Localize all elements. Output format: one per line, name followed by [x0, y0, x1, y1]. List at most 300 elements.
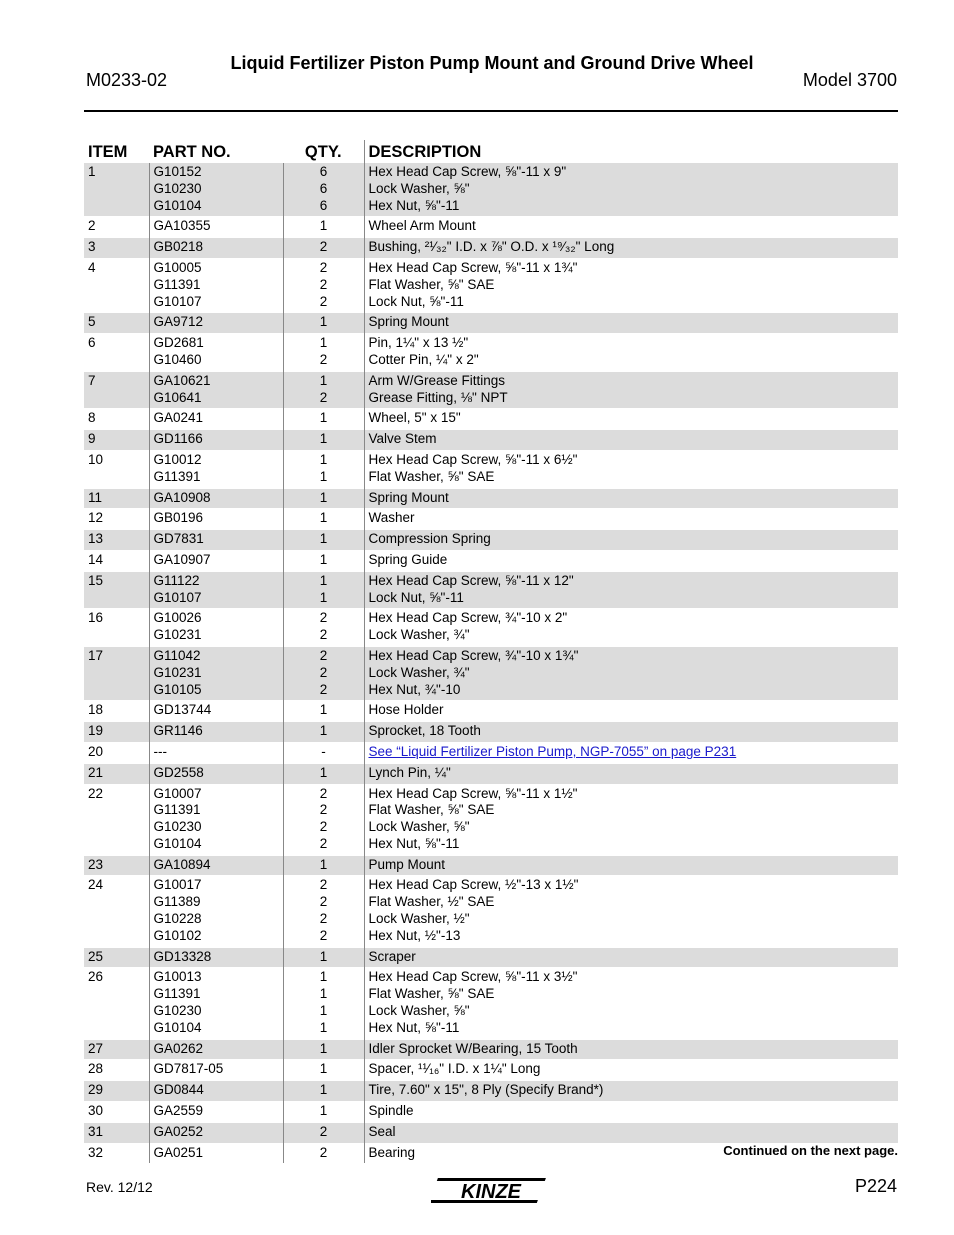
description-line: Spring Mount [368, 314, 449, 330]
part-number-line: GA2559 [153, 1103, 204, 1119]
item-number: 30 [84, 1102, 149, 1123]
table-row [84, 947, 898, 968]
part-number [149, 968, 283, 1039]
part-number [149, 509, 283, 530]
quantity [283, 409, 364, 430]
part-number-line: G10152 [153, 164, 202, 179]
table-row [84, 701, 898, 722]
item-number: 21 [84, 763, 149, 784]
part-number-line: GA10908 [153, 489, 211, 505]
description [364, 238, 898, 259]
table-row [84, 550, 898, 571]
table-row [84, 371, 898, 409]
item-number: 22 [84, 784, 149, 855]
quantity-line: 2 [319, 819, 328, 835]
part-number-line: G11391 [153, 468, 201, 484]
quantity-line: 1 [319, 1082, 328, 1098]
description-line: Hex Head Cap Screw, ¾"-10 x 1¾" [368, 647, 579, 663]
description [364, 876, 898, 947]
description-line: Hex Head Cap Screw, ⅝"-11 x 6½" [368, 451, 578, 467]
description-line: Lynch Pin, ¼" [368, 764, 451, 780]
quantity [283, 1102, 364, 1123]
item-number: 27 [84, 1039, 149, 1060]
description-line: Flat Washer, ⅝" SAE [368, 468, 495, 484]
description [364, 334, 898, 372]
quantity [283, 784, 364, 855]
description-line: Hex Head Cap Screw, ⅝"-11 x 3½" [368, 969, 578, 985]
description-line: Hex Nut, ¾"-10 [368, 681, 461, 697]
quantity [283, 701, 364, 722]
part-number-line: G10007 [153, 785, 202, 801]
description [364, 855, 898, 876]
part-number-line: G10105 [153, 681, 202, 697]
description [364, 371, 898, 409]
part-number-line: G10013 [153, 969, 202, 985]
part-number [149, 571, 283, 609]
part-number-line: --- [153, 743, 167, 759]
quantity [283, 571, 364, 609]
part-number-line: GD0844 [153, 1082, 204, 1098]
part-number [149, 163, 283, 217]
quantity [283, 855, 364, 876]
table-row [84, 784, 898, 855]
table-row [84, 1039, 898, 1060]
part-number [149, 238, 283, 259]
item-number: 2 [84, 217, 149, 238]
part-number [149, 876, 283, 947]
table-row [84, 1102, 898, 1123]
parts-table-body [84, 163, 898, 1164]
description-line: Compression Spring [368, 531, 491, 547]
quantity [283, 217, 364, 238]
description-line: Hex Head Cap Screw, ¾"-10 x 2" [368, 610, 568, 626]
part-number-line: GD13744 [153, 702, 212, 718]
quantity [283, 488, 364, 509]
part-number [149, 784, 283, 855]
quantity-line: 2 [319, 681, 328, 697]
description [364, 722, 898, 743]
item-number: 15 [84, 571, 149, 609]
table-row [84, 1081, 898, 1102]
quantity-line: 1 [319, 702, 328, 718]
header-description: DESCRIPTION [364, 140, 898, 163]
part-number-line: G10026 [153, 610, 202, 626]
part-number-line: G10231 [153, 664, 202, 680]
description-line: Spacer, ¹¹⁄₁₆" I.D. x 1¼" Long [368, 1061, 541, 1077]
part-number [149, 1102, 283, 1123]
part-number [149, 1039, 283, 1060]
part-number-line: GA0262 [153, 1040, 204, 1056]
part-number-line: G10230 [153, 1003, 202, 1019]
table-row [84, 530, 898, 551]
description-line: Idler Sprocket W/Bearing, 15 Tooth [368, 1040, 578, 1056]
description-line: Pump Mount [368, 856, 446, 872]
quantity [283, 509, 364, 530]
part-number [149, 609, 283, 647]
part-number-line: GR1146 [153, 723, 203, 739]
description-line: Cotter Pin, ¼" x 2" [368, 351, 479, 367]
description-line: Lock Washer, ¾" [368, 627, 470, 643]
table-row [84, 763, 898, 784]
description-line: Hex Nut, ⅝"-11 [368, 1019, 460, 1035]
description [364, 1039, 898, 1060]
table-row [84, 409, 898, 430]
quantity-line: 2 [319, 664, 328, 680]
quantity-line: 2 [319, 627, 328, 643]
item-number: 6 [84, 334, 149, 372]
quantity [283, 163, 364, 217]
item-number: 23 [84, 855, 149, 876]
part-number [149, 334, 283, 372]
table-row [84, 722, 898, 743]
continued-note: Continued on the next page. [723, 1143, 898, 1158]
description-line: Sprocket, 18 Tooth [368, 723, 481, 739]
description-line: Washer [368, 510, 415, 526]
description-line: Scraper [368, 948, 416, 964]
table-row [84, 742, 898, 763]
part-number [149, 1143, 283, 1163]
quantity [283, 1143, 364, 1163]
part-number-line: G11391 [153, 986, 201, 1002]
quantity [283, 258, 364, 312]
quantity-line: 2 [319, 389, 328, 405]
part-number-line: G11122 [153, 572, 200, 588]
quantity [283, 313, 364, 334]
table-row [84, 609, 898, 647]
part-number-line: GA10621 [153, 372, 211, 388]
description-line: Seal [368, 1123, 396, 1139]
description [364, 947, 898, 968]
quantity-line: 2 [319, 239, 328, 255]
page-title: Liquid Fertilizer Piston Pump Mount and Ground Drive Wheel [230, 53, 754, 73]
quantity-line: 1 [319, 510, 328, 526]
part-number-line: GA0252 [153, 1123, 204, 1139]
description-line: Bushing, ²¹⁄₃₂" I.D. x ⅞" O.D. x ¹⁹⁄₃₂" Long [368, 239, 615, 255]
quantity-line: 2 [319, 1144, 328, 1160]
table-row [84, 313, 898, 334]
description [364, 646, 898, 700]
part-number-line: G10104 [153, 197, 202, 213]
description [364, 409, 898, 430]
description [364, 1122, 898, 1143]
quantity [283, 238, 364, 259]
table-row [84, 1060, 898, 1081]
item-number: 8 [84, 409, 149, 430]
description-line: Flat Washer, ½" SAE [368, 894, 495, 910]
part-number-line: G10228 [153, 911, 202, 927]
description-line: Spring Guide [368, 551, 448, 567]
description-line: Valve Stem [368, 431, 437, 447]
part-number [149, 763, 283, 784]
quantity-line: 1 [319, 1019, 328, 1035]
description-line: Hex Nut, ⅝"-11 [368, 197, 460, 213]
table-row [84, 430, 898, 451]
part-number-line: G10230 [153, 819, 202, 835]
quantity [283, 450, 364, 488]
part-number [149, 450, 283, 488]
table-row [84, 571, 898, 609]
item-number: 13 [84, 530, 149, 551]
part-number-line: GA10894 [153, 856, 211, 872]
quantity-line: 1 [319, 969, 328, 985]
part-number-line: G11042 [153, 647, 201, 663]
header-item: ITEM [88, 143, 128, 161]
description-line: Wheel, 5" x 15" [368, 410, 461, 426]
item-number: 1 [84, 163, 149, 217]
description [364, 1102, 898, 1123]
quantity-line: 2 [319, 1123, 328, 1139]
part-number [149, 701, 283, 722]
quantity-line: 2 [319, 647, 328, 663]
description-line: Spindle [368, 1103, 414, 1119]
description-line: Arm W/Grease Fittings [368, 372, 506, 388]
quantity-line: 1 [319, 489, 328, 505]
part-number [149, 430, 283, 451]
description-line: Wheel Arm Mount [368, 218, 476, 234]
document-number: M0233-02 [86, 70, 168, 90]
part-number-line: GD2558 [153, 764, 204, 780]
part-number [149, 409, 283, 430]
description-line: Hex Nut, ⅝"-11 [368, 835, 460, 851]
quantity [283, 371, 364, 409]
description-line: Hex Head Cap Screw, ⅝"-11 x 12" [368, 572, 574, 588]
part-number-line: G10641 [153, 389, 202, 405]
description-line: Hex Head Cap Screw, ⅝"-11 x 9" [368, 164, 567, 179]
cross-reference-link[interactable]: See “Liquid Fertilizer Piston Pump, NGP-7055” on page P231 [368, 743, 737, 759]
description-line: Lock Nut, ⅝"-11 [368, 293, 464, 309]
item-number: 11 [84, 488, 149, 509]
quantity-line: 2 [319, 351, 328, 367]
description-line: Pin, 1¼" x 13 ½" [368, 335, 469, 351]
quantity-line: 1 [319, 1003, 328, 1019]
quantity-line: 1 [319, 468, 328, 484]
part-number-line: GD2681 [153, 335, 204, 351]
table-row [84, 646, 898, 700]
quantity-line: 1 [319, 1103, 328, 1119]
quantity-line: 6 [319, 180, 328, 196]
quantity-line: 2 [319, 610, 328, 626]
quantity [283, 1081, 364, 1102]
quantity [283, 609, 364, 647]
part-number [149, 530, 283, 551]
quantity-line: 6 [319, 164, 328, 179]
description-line: Flat Washer, ⅝" SAE [368, 986, 495, 1002]
part-number-line: GD13328 [153, 948, 212, 964]
quantity [283, 646, 364, 700]
parts-table [84, 140, 898, 1163]
header-divider [84, 110, 898, 112]
description-line: Lock Washer, ⅝" [368, 819, 470, 835]
table-row [84, 968, 898, 1039]
description [364, 258, 898, 312]
description [364, 763, 898, 784]
item-number: 17 [84, 646, 149, 700]
quantity [283, 876, 364, 947]
part-number [149, 217, 283, 238]
part-number [149, 550, 283, 571]
quantity [283, 742, 364, 763]
description [364, 430, 898, 451]
part-number [149, 722, 283, 743]
quantity-line: 1 [319, 410, 328, 426]
quantity-line: 2 [319, 785, 328, 801]
part-number-line: GD7831 [153, 531, 204, 547]
quantity-line: 1 [319, 372, 328, 388]
table-row [84, 163, 898, 217]
quantity-line: 2 [319, 259, 328, 275]
item-number: 16 [84, 609, 149, 647]
part-number-line: G11391 [153, 276, 201, 292]
quantity-line: 1 [319, 531, 328, 547]
description-line: Grease Fitting, ⅛" NPT [368, 389, 508, 405]
quantity-line: 1 [319, 986, 328, 1002]
item-number: 26 [84, 968, 149, 1039]
description-line: Flat Washer, ⅝" SAE [368, 802, 495, 818]
description [364, 163, 898, 217]
part-number-line: G11391 [153, 802, 201, 818]
part-number-line: G10102 [153, 927, 202, 943]
quantity-line: 1 [319, 451, 328, 467]
quantity-line: 1 [319, 335, 328, 351]
header-qty: QTY. [304, 143, 342, 161]
part-number-line: G10231 [153, 627, 202, 643]
quantity-line: 1 [319, 856, 328, 872]
description [364, 742, 898, 763]
quantity-line: 2 [319, 835, 328, 851]
description [364, 1081, 898, 1102]
description-line: Hex Head Cap Screw, ⅝"-11 x 1¾" [368, 259, 578, 275]
table-row [84, 1122, 898, 1143]
description-line: Lock Washer, ⅝" [368, 180, 470, 196]
part-number [149, 371, 283, 409]
quantity-line: 2 [319, 877, 328, 893]
quantity [283, 1122, 364, 1143]
description-line: Hex Nut, ½"-13 [368, 927, 461, 943]
part-number [149, 258, 283, 312]
quantity-line: 1 [319, 1061, 328, 1077]
quantity [283, 1039, 364, 1060]
part-number-line: G10230 [153, 180, 202, 196]
part-number-line: G10460 [153, 351, 202, 367]
quantity [283, 722, 364, 743]
quantity [283, 1060, 364, 1081]
item-number: 31 [84, 1122, 149, 1143]
quantity [283, 763, 364, 784]
item-number: 18 [84, 701, 149, 722]
quantity-line: 1 [319, 589, 328, 605]
logo-wordmark: KINZE [461, 1181, 521, 1203]
quantity-line: 1 [319, 948, 328, 964]
description-line: Hose Holder [368, 702, 444, 718]
quantity-line: 1 [319, 1040, 328, 1056]
part-number-line: GB0218 [153, 239, 204, 255]
part-number [149, 1081, 283, 1102]
quantity [283, 968, 364, 1039]
quantity [283, 334, 364, 372]
item-number: 4 [84, 258, 149, 312]
revision-label: Rev. 12/12 [86, 1179, 153, 1195]
part-number [149, 313, 283, 334]
quantity [283, 550, 364, 571]
description [364, 509, 898, 530]
description-line: Lock Washer, ½" [368, 911, 470, 927]
description-line: Lock Nut, ⅝"-11 [368, 589, 464, 605]
part-number-line: G10107 [153, 293, 202, 309]
item-number: 3 [84, 238, 149, 259]
header-part-no: PART NO. [153, 143, 231, 161]
description [364, 1060, 898, 1081]
description-line: Tire, 7.60" x 15", 8 Ply (Specify Brand*) [368, 1082, 604, 1098]
part-number-line: GA10907 [153, 551, 211, 567]
part-number [149, 947, 283, 968]
page-number: P224 [854, 1176, 897, 1196]
part-number-line: GA0241 [153, 410, 204, 426]
table-row [84, 217, 898, 238]
description-line: Lock Washer, ¾" [368, 664, 470, 680]
description [364, 313, 898, 334]
quantity-line: - [321, 743, 326, 759]
quantity [283, 530, 364, 551]
description [364, 701, 898, 722]
part-number-line: GD1166 [153, 431, 203, 447]
part-number [149, 1060, 283, 1081]
table-row [84, 509, 898, 530]
item-number: 10 [84, 450, 149, 488]
part-number [149, 488, 283, 509]
part-number-line: G11389 [153, 894, 201, 910]
description [364, 571, 898, 609]
description [364, 488, 898, 509]
item-number: 14 [84, 550, 149, 571]
quantity-line: 6 [319, 197, 328, 213]
table-row [84, 238, 898, 259]
item-number: 25 [84, 947, 149, 968]
table-row [84, 855, 898, 876]
quantity [283, 430, 364, 451]
part-number-line: GB0196 [153, 510, 204, 526]
quantity-line: 2 [319, 911, 328, 927]
table-row [84, 334, 898, 372]
item-number: 9 [84, 430, 149, 451]
quantity-line: 2 [319, 927, 328, 943]
item-number: 5 [84, 313, 149, 334]
description-line: Lock Washer, ⅝" [368, 1003, 470, 1019]
description-line: Spring Mount [368, 489, 449, 505]
description [364, 550, 898, 571]
quantity-line: 1 [319, 218, 328, 234]
item-number: 29 [84, 1081, 149, 1102]
description-line: Hex Head Cap Screw, ⅝"-11 x 1½" [368, 785, 578, 801]
part-number-line: G10107 [153, 589, 202, 605]
item-number: 24 [84, 876, 149, 947]
part-number-line: G10104 [153, 835, 202, 851]
quantity-line: 1 [319, 431, 328, 447]
part-number-line: G10017 [153, 877, 202, 893]
part-number [149, 742, 283, 763]
table-header-row [84, 140, 898, 163]
item-number: 20 [84, 742, 149, 763]
part-number-line: G10104 [153, 1019, 202, 1035]
quantity-line: 1 [319, 314, 328, 330]
quantity [283, 947, 364, 968]
description [364, 530, 898, 551]
item-number: 32 [84, 1143, 149, 1163]
part-number [149, 1122, 283, 1143]
kinze-logo [431, 1175, 551, 1207]
part-number [149, 646, 283, 700]
item-number: 19 [84, 722, 149, 743]
description-line: Bearing [368, 1144, 416, 1160]
